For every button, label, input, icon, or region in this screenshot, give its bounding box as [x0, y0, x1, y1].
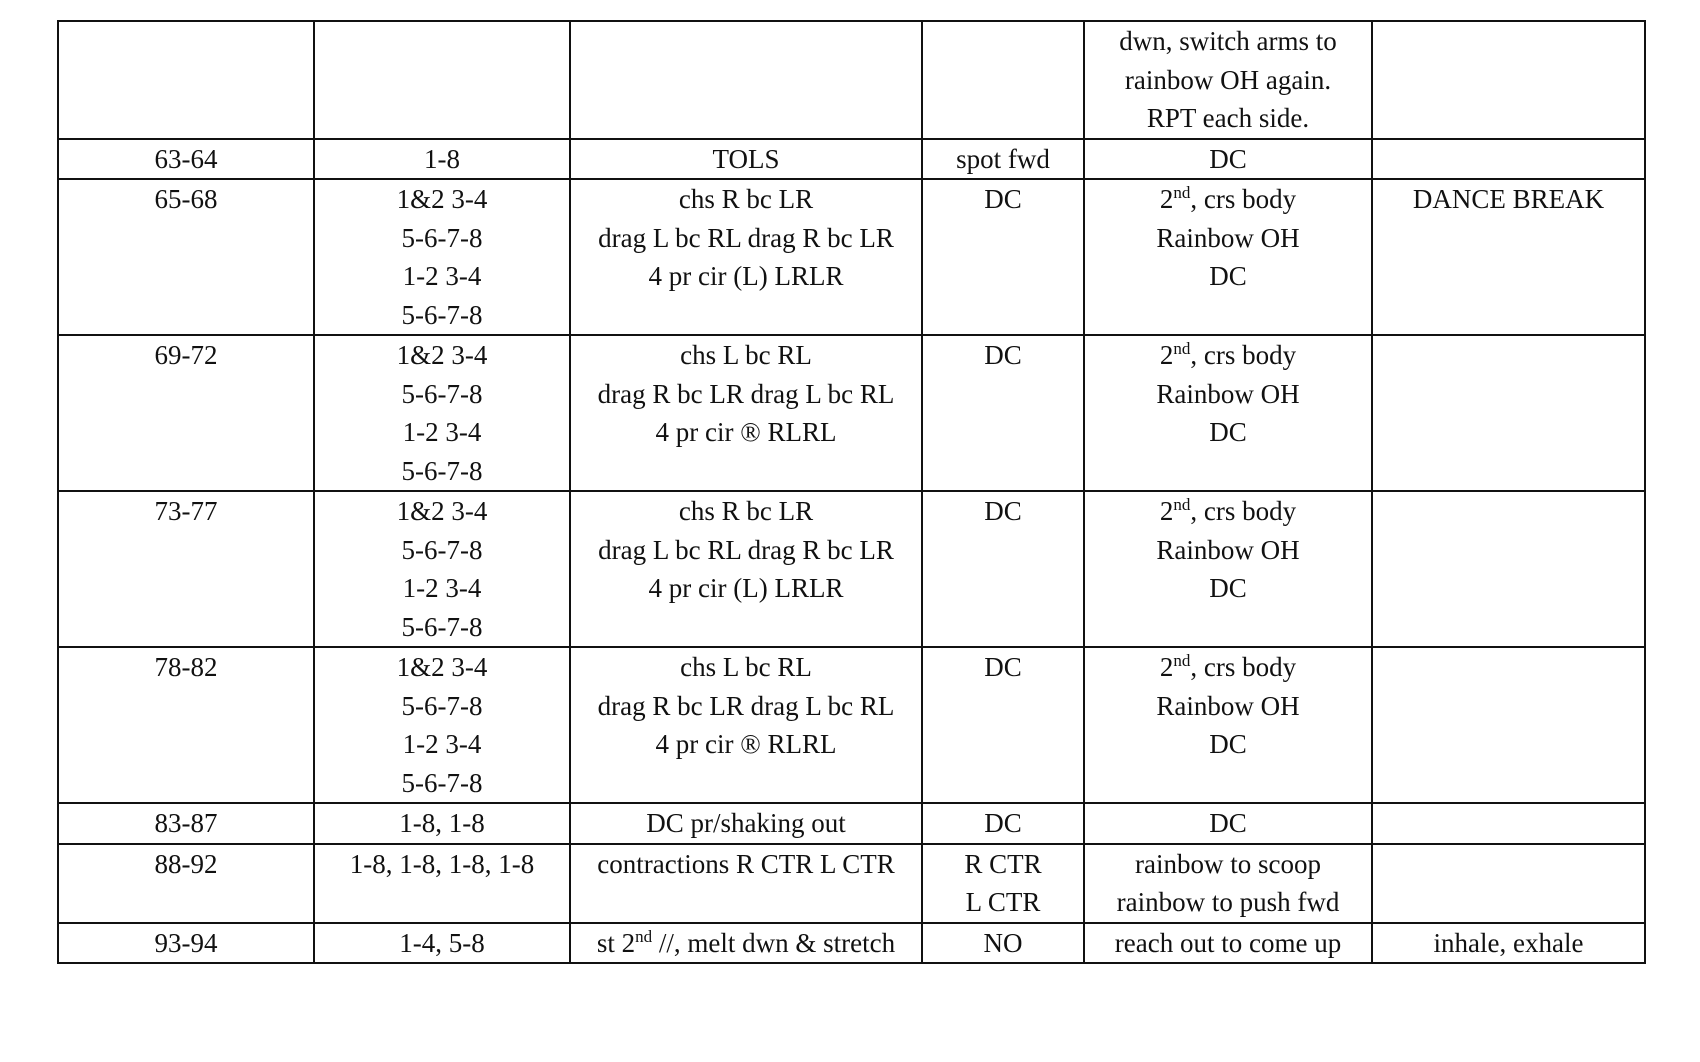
- cell-line: inhale, exhale: [1433, 927, 1584, 958]
- cell-line: Rainbow OH: [1156, 378, 1300, 409]
- arms-cell: [1084, 803, 1372, 844]
- cell-line: Rainbow OH: [1156, 690, 1300, 721]
- counts-ref-cell: [58, 21, 314, 139]
- cell-line: rainbow OH again.: [1124, 64, 1332, 95]
- cell-line: 4 pr cir ® RLRL: [655, 417, 837, 447]
- notes-cell: [1372, 21, 1645, 139]
- cell-line: contractions R CTR L CTR: [597, 848, 895, 879]
- cell-line: DC: [1209, 808, 1247, 838]
- cell-line: [577, 924, 915, 963]
- ordinal-superscript: nd: [1173, 183, 1191, 202]
- cell-line: 1-8: [424, 143, 460, 174]
- notes-cell: [1372, 647, 1645, 803]
- cell-text: 88-92: [154, 848, 218, 879]
- counts-cell: [314, 844, 570, 923]
- text-part: , crs body: [1190, 496, 1297, 526]
- arms-cell: [1084, 335, 1372, 491]
- cell-line: 5-6-7-8: [401, 299, 483, 330]
- notes-cell: [1372, 844, 1645, 923]
- table-row: [58, 491, 1645, 647]
- text-part: , crs body: [1190, 340, 1297, 370]
- table-row: [58, 179, 1645, 335]
- cell-line: drag R bc LR drag L bc RL: [597, 378, 895, 409]
- text-part: 2: [1159, 496, 1174, 526]
- text-part: 2: [1159, 184, 1174, 214]
- counts-cell: [314, 139, 570, 180]
- notes-cell: [1372, 335, 1645, 491]
- table-row: [58, 844, 1645, 923]
- cell-line: DC: [1209, 417, 1247, 447]
- cell-line: 4 pr cir ® RLRL: [655, 729, 837, 759]
- counts-ref-cell: [58, 491, 314, 647]
- cell-line: 1-2 3-4: [402, 573, 482, 603]
- table-body: [58, 21, 1645, 963]
- cell-line: DC: [1209, 143, 1247, 174]
- table-row: [58, 139, 1645, 180]
- cell-line: [1091, 492, 1365, 531]
- cell-line: 1&2 3-4: [396, 184, 488, 214]
- steps-cell: [570, 179, 922, 335]
- cell-line: L CTR: [965, 887, 1041, 917]
- cell-line: drag L bc RL drag R bc LR: [598, 534, 894, 565]
- cell-line: DC: [984, 340, 1022, 370]
- steps-cell: [570, 844, 922, 923]
- cell-line: reach out to come up: [1114, 927, 1342, 958]
- cell-line: RPT each side.: [1146, 103, 1310, 133]
- direction-cell: [922, 647, 1084, 803]
- cell-text: 69-72: [154, 340, 218, 370]
- direction-cell: [922, 139, 1084, 180]
- cell-line: 1&2 3-4: [396, 652, 488, 682]
- counts-ref-cell: [58, 923, 314, 964]
- text-part: 2: [1159, 340, 1174, 370]
- text-part: , crs body: [1190, 652, 1297, 682]
- text-part: //, melt dwn & stretch: [652, 927, 896, 958]
- counts-ref-cell: [58, 139, 314, 180]
- ordinal-superscript: nd: [1173, 651, 1191, 670]
- cell-text: 78-82: [154, 652, 218, 682]
- cell-line: TOLS: [712, 143, 780, 174]
- direction-cell: [922, 844, 1084, 923]
- cell-line: 5-6-7-8: [401, 767, 483, 798]
- cell-line: DC: [984, 808, 1022, 838]
- cell-text: 83-87: [154, 808, 218, 838]
- cell-line: 1-2 3-4: [402, 417, 482, 447]
- counts-cell: [314, 335, 570, 491]
- cell-line: DC: [984, 184, 1022, 214]
- steps-cell: [570, 21, 922, 139]
- direction-cell: [922, 803, 1084, 844]
- cell-text: 63-64: [154, 143, 218, 174]
- steps-cell: [570, 923, 922, 964]
- cell-line: 1-2 3-4: [402, 729, 482, 759]
- cell-line: 1&2 3-4: [396, 340, 488, 370]
- cell-line: 5-6-7-8: [401, 534, 483, 565]
- counts-ref-cell: [58, 335, 314, 491]
- cell-text: 93-94: [154, 927, 218, 958]
- cell-line: rainbow to scoop: [1135, 848, 1321, 879]
- cell-line: [1091, 336, 1365, 375]
- ordinal-superscript: nd: [1173, 495, 1191, 514]
- cell-line: drag R bc LR drag L bc RL: [597, 690, 895, 721]
- counts-cell: [314, 179, 570, 335]
- text-part: , crs body: [1190, 184, 1297, 214]
- cell-line: spot fwd: [956, 143, 1050, 174]
- cell-line: 5-6-7-8: [401, 690, 483, 721]
- counts-cell: [314, 803, 570, 844]
- counts-ref-cell: [58, 803, 314, 844]
- cell-line: DC: [984, 652, 1022, 682]
- table-row: [58, 21, 1645, 139]
- cell-line: DC: [984, 496, 1022, 526]
- counts-cell: [314, 647, 570, 803]
- cell-line: Rainbow OH: [1156, 222, 1300, 253]
- ordinal-superscript: nd: [635, 926, 653, 946]
- direction-cell: [922, 21, 1084, 139]
- counts-cell: [314, 491, 570, 647]
- direction-cell: [922, 491, 1084, 647]
- direction-cell: [922, 179, 1084, 335]
- counts-ref-cell: [58, 647, 314, 803]
- counts-cell: [314, 923, 570, 964]
- arms-cell: [1084, 21, 1372, 139]
- table-row: [58, 923, 1645, 964]
- cell-line: Rainbow OH: [1156, 534, 1300, 565]
- cell-line: 1-4, 5-8: [399, 927, 485, 958]
- cell-text: 65-68: [154, 184, 218, 214]
- counts-cell: [314, 21, 570, 139]
- cell-line: 5-6-7-8: [401, 455, 483, 486]
- cell-line: NO: [983, 927, 1023, 958]
- cell-line: chs L bc RL: [680, 340, 812, 370]
- steps-cell: [570, 335, 922, 491]
- text-part: st 2: [596, 927, 636, 958]
- cell-line: 5-6-7-8: [401, 611, 483, 642]
- cell-line: DC: [1209, 729, 1247, 759]
- arms-cell: [1084, 491, 1372, 647]
- ordinal-superscript: nd: [1173, 339, 1191, 358]
- cell-text: 73-77: [154, 496, 218, 526]
- arms-cell: [1084, 647, 1372, 803]
- cell-line: chs R bc LR: [678, 496, 814, 526]
- cell-line: 1&2 3-4: [396, 496, 488, 526]
- cell-line: [1091, 648, 1365, 687]
- cell-line: 4 pr cir (L) LRLR: [648, 261, 844, 291]
- notes-cell: [1372, 179, 1645, 335]
- cell-line: chs R bc LR: [678, 184, 814, 214]
- table-row: [58, 647, 1645, 803]
- cell-line: 5-6-7-8: [401, 222, 483, 253]
- cell-line: 5-6-7-8: [401, 378, 483, 409]
- notes-cell: [1372, 491, 1645, 647]
- notes-cell: [1372, 923, 1645, 964]
- cell-line: DC pr/shaking out: [646, 808, 846, 838]
- text-part: 2: [1159, 652, 1174, 682]
- cell-line: 4 pr cir (L) LRLR: [648, 573, 844, 603]
- counts-ref-cell: [58, 844, 314, 923]
- cell-line: DC: [1209, 573, 1247, 603]
- cell-line: dwn, switch arms to: [1119, 26, 1337, 56]
- notes-cell: [1372, 803, 1645, 844]
- direction-cell: [922, 923, 1084, 964]
- steps-cell: [570, 139, 922, 180]
- direction-cell: [922, 335, 1084, 491]
- steps-cell: [570, 491, 922, 647]
- cell-line: [1091, 180, 1365, 219]
- arms-cell: [1084, 179, 1372, 335]
- cell-line: chs L bc RL: [680, 652, 812, 682]
- arms-cell: [1084, 923, 1372, 964]
- arms-cell: [1084, 844, 1372, 923]
- cell-line: 1-2 3-4: [402, 261, 482, 291]
- cell-line: DC: [1209, 261, 1247, 291]
- steps-cell: [570, 803, 922, 844]
- notes-cell: [1372, 139, 1645, 180]
- cell-line: rainbow to push fwd: [1116, 887, 1340, 917]
- cell-line: 1-8, 1-8, 1-8, 1-8: [349, 848, 535, 879]
- cell-line: drag L bc RL drag R bc LR: [598, 222, 894, 253]
- cell-line: 1-8, 1-8: [399, 808, 485, 838]
- cell-line: R CTR: [964, 848, 1042, 879]
- steps-cell: [570, 647, 922, 803]
- choreography-table: [57, 20, 1646, 964]
- cell-line: DANCE BREAK: [1412, 184, 1605, 214]
- counts-ref-cell: [58, 179, 314, 335]
- table-row: [58, 335, 1645, 491]
- arms-cell: [1084, 139, 1372, 180]
- table-row: [58, 803, 1645, 844]
